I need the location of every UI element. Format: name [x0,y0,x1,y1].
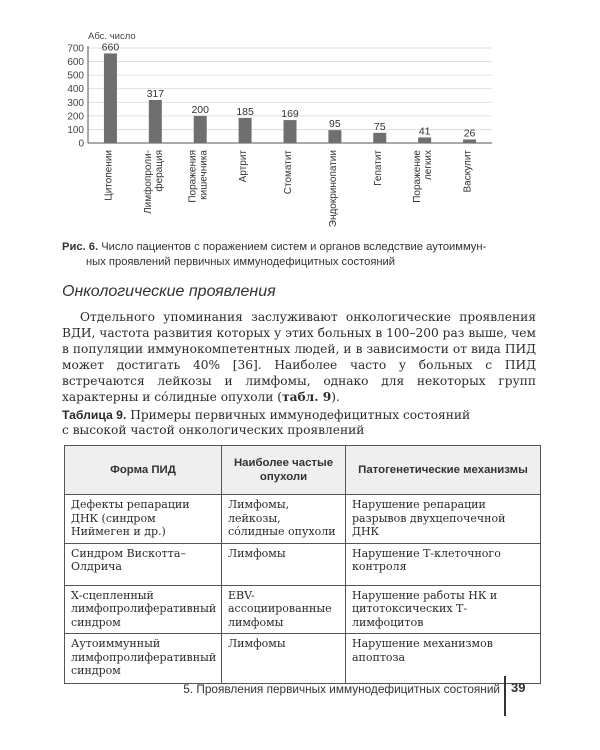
table-cell: Х-сцепленный лимфопролиферативный синдром [65,585,222,634]
table-cell: Дефекты репарации ДНК (синдром Ниймеген и др.) [65,495,222,544]
table-cell: Аутоиммунный лимфопролиферативный синдром [65,634,222,684]
table-header-row [65,446,541,495]
table-cell: Лимфомы [222,543,346,585]
y-tick-label: 100 [67,124,84,136]
bar [194,116,207,143]
data-label: 169 [281,108,299,121]
category-label: ферация [153,150,165,192]
data-label: 317 [146,87,165,100]
table-row [65,634,541,684]
table-cell: Нарушение Т-клеточного контроля [346,543,541,585]
data-label: 26 [463,127,476,140]
caption-line-2: ных проявлений первичных иммунодефицитных состояний [86,255,396,268]
category-label: Артрит [238,150,250,183]
data-label: 185 [236,105,254,118]
y-tick-label: 700 [67,43,84,55]
table-cell: Нарушение репарации разрывов двухцепочечной ДНК [346,495,541,544]
data-label: 660 [101,41,120,54]
col-header-tumors: Наиболее частые опухоли [222,446,346,495]
table-title [62,408,542,438]
caption-line-1: Число пациентов с поражением систем и органов вследствие аутоиммун- [101,241,487,253]
col-header-mechanisms: Патогенетические механизмы [346,446,541,495]
footer-divider [504,676,506,716]
page-number: 39 [511,680,526,695]
category-label: Стоматит [283,150,294,195]
bar [373,133,386,143]
paragraph-text: Отдельного упоминания заслуживают онкологические проявления ВДИ, частота развития которых у этих больных в 100–200 раз выше, чем в популяции иммунокомпетентных людей, и в зависимости от вида ПИД может достигать 40% [36]. Наиболее часто у больных с ПИД встречаются лейкозы и лимфомы, однако для некоторых групп характерны и со́лидные опухоли ( [62,310,536,404]
category-label: Поражения [187,150,199,203]
data-label: 200 [191,103,209,116]
table-cell: Лимфомы, лейкозы, со́лидные опухоли [222,495,346,544]
table-title-line-2: с высокой частой онкологических проявлений [62,423,365,437]
category-label: Цитопении [103,150,115,201]
category-label: Поражение [412,150,424,203]
y-axis-label: Абс. число [88,31,136,42]
data-label: 41 [418,125,431,138]
bar-chart [0,0,600,235]
figure-label: Рис. 6. [62,241,99,253]
category-label: кишечника [198,150,210,200]
col-header-form: Форма ПИД [65,446,222,495]
table-cell: Нарушение механизмов апоптоза [346,634,541,684]
data-label: 95 [329,118,341,131]
bar [328,130,341,143]
y-tick-label: 600 [67,57,84,69]
table-row [65,495,541,544]
bar [284,120,297,143]
category-label: легких [423,150,435,181]
table-cell: Лимфомы [222,634,346,684]
data-label: 75 [373,120,386,133]
table-cell: Синдром Вискотта–Олдрича [65,543,222,585]
y-tick-label: 400 [67,84,84,96]
table-row [65,543,541,585]
paragraph-end: ). [331,390,340,404]
body-paragraph [62,309,536,405]
section-heading: Онкологические проявления [62,283,276,300]
bar [463,139,476,143]
y-tick-label: 300 [67,97,84,109]
running-title: 5. Проявления первичных иммунодефицитных состояний [183,682,500,696]
table-title-text: Примеры первичных иммунодефицитных состояний [130,408,471,422]
table-reference: табл. 9 [282,390,332,404]
table-cell: EBV-ассоциированные лимфомы [222,585,346,634]
y-tick-label: 200 [67,111,84,123]
figure-caption [62,240,542,269]
category-label: Васкулит [462,150,474,193]
category-label: Эндокринопатии [327,150,339,228]
bar [418,137,431,143]
bar [149,100,162,143]
y-tick-label: 500 [67,70,84,82]
table-cell: Нарушение работы НК и цитотоксических Т-лимфоцитов [346,585,541,634]
pid-table [64,445,541,684]
bar [104,53,117,143]
table-label: Таблица 9. [62,408,127,422]
category-label: Лимфопроли- [142,150,154,214]
table-row [65,585,541,634]
category-label: Гепатит [372,150,384,186]
y-tick-label: 0 [78,138,84,150]
bar [239,118,252,143]
